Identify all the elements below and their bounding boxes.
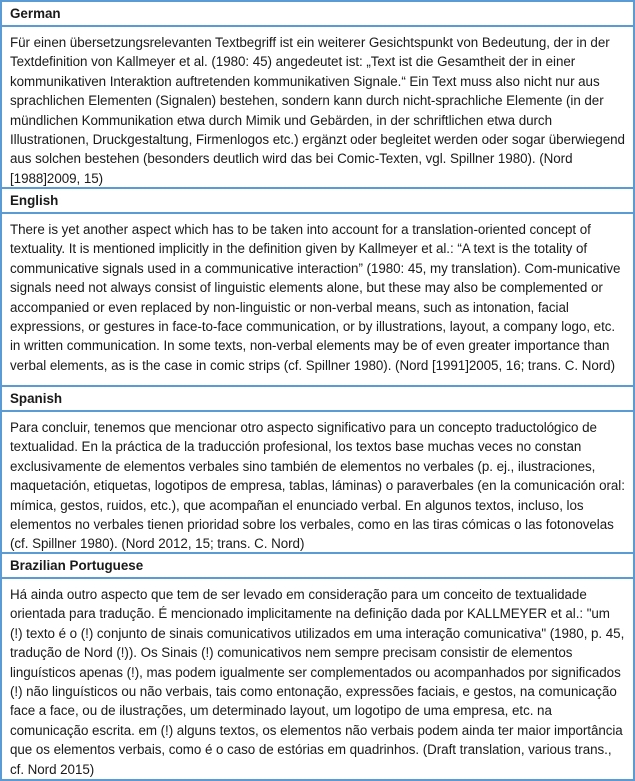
- section-text: Há ainda outro aspecto que tem de ser levado em consideração para um conceito de textualidade orientada para tradução. É mencionado implicitamente na definição dada por KALLMEYER et al.: "um (!) texto é o (!) conjunto de sinais comunicativos utilizados em uma interação comunicativa" (1980, p. 45, tradução de Nord (!)). Os Sinais (!) comunicativos nem sempre precisam consistir de elementos linguísticos apenas (!), mas podem igualmente ser complementados ou acompanhados por significados (!) não linguísticos ou não verbais, tais como entonação, expressões faciais, e gestos, na comunicação face a face, ou de ilustrações, um determinado layout, um logotipo de uma empresa, etc. na comunicação escrita. em (!) alguns textos, os elementos não verbais podem ainda ter maior importância que os elementos verbais, como é o caso de estórias em quadrinhos. (Draft translation, various trans., cf. Nord 2015): [10, 586, 625, 777]
- section-german: [2, 2, 633, 189]
- section-spanish: [2, 387, 633, 554]
- section-text: There is yet another aspect which has to be taken into account for a translation-oriented concept of textuality. It is mentioned implicitly in the definition given by Kallmeyer et al.: “A text is the totality of communicative signals used in a communicative interaction” (1980: 45, my translation). Com-municative signals need not always consist of linguistic elements alone, but these may also be complemented or accompanied or even replaced by non-linguistic or non-verbal means, such as intonation, facial expressions, or gestures in face-to-face communication, or by illustrations, layout, a company logo, etc. in written communication. In some texts, non-verbal elements may be of even greater importance than verbal elements, as is the case in comic strips (cf. Spillner 1980). (Nord [1991]2005, 16; trans. C. Nord): [10, 222, 621, 373]
- section-heading: English: [2, 189, 633, 214]
- section-heading: German: [2, 2, 633, 27]
- section-text: Für einen übersetzungsrelevanten Textbegriff ist ein weiterer Gesichtspunkt von Bedeutung, der in der Textdefinition von Kallmeyer et al. (1980: 45) angedeutet ist: „Text ist die Gesamtheit der in einer kommunikativen Interaktion auftretenden kommunikativen Signale.“ Ein Text muss also nicht nur aus sprachlichen Elementen (Signalen) bestehen, sondern kann durch nicht-sprachliche Elemente (in der mündlichen Kommunikation etwa durch Mimik und Gebärden, in der schriftlichen etwa durch Illustrationen, Druckgestaltung, Firmenlogos etc.) ergänzt oder begleitet werden oder sogar überwiegend aus solchen bestehen (besonders deutlich wird das bei Comic-Texten, vgl. Spillner 1980). (Nord [1988]2009, 15): [10, 35, 625, 186]
- section-heading: Spanish: [2, 387, 633, 412]
- section-heading: Brazilian Portuguese: [2, 554, 633, 579]
- section-text: Para concluir, tenemos que mencionar otro aspecto significativo para un concepto traductológico de textualidad. En la práctica de la traducción profesional, los textos base muchas veces no constan exclusivamente de elementos verbales sino también de elementos no verbales (p. ej., ilustraciones, maquetación, etiquetas, logotipos de empresa, tablas, láminas) o paraverbales (en la comunicación oral: mímica, gestos, ruidos, etc.), que acompañan el enunciado verbal. En algunos textos, incluso, los elementos no verbales tienen prioridad sobre los verbales, como en las tiras cómicas o las fotonovelas (cf. Spillner 1980). (Nord 2012, 15; trans. C. Nord): [10, 419, 625, 552]
- section-english: [2, 189, 633, 387]
- section-brazilian-portuguese: [2, 554, 633, 779]
